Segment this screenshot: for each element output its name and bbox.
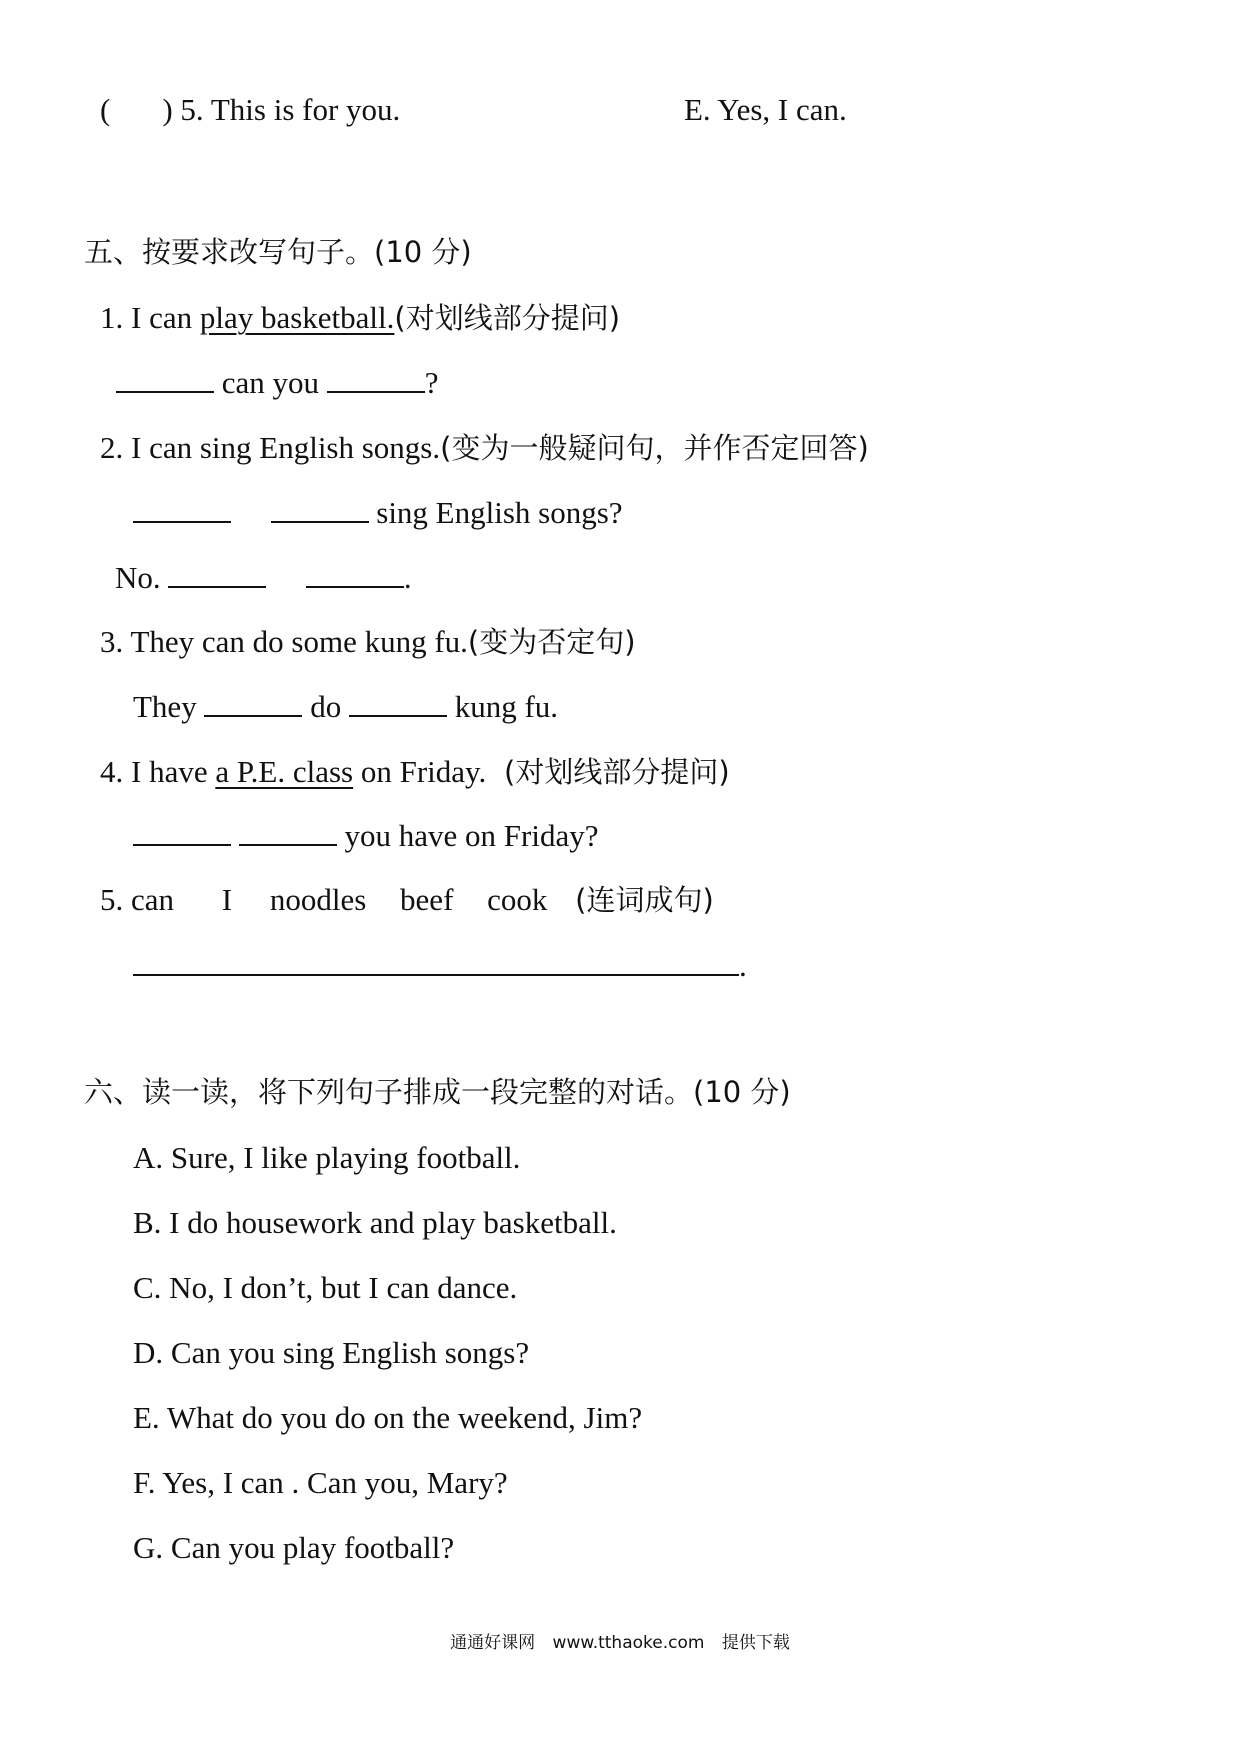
s6-option-g: G. Can you play football? [133, 1530, 455, 1565]
s6-option-a: A. Sure, I like playing football. [133, 1140, 521, 1175]
s5-q3 [100, 622, 636, 662]
q4-item5-row [100, 90, 400, 130]
s5-q5-word: beef [400, 882, 454, 917]
s5-q3-instruction: (变为否定句) [467, 625, 636, 659]
s5-q1-answer-end: ? [424, 365, 439, 400]
s5-q4 [100, 752, 730, 792]
s5-q4-instruction: (对划线部分提问) [504, 755, 730, 789]
s5-q4-prefix: 4. I have [100, 754, 208, 789]
s5-q2-reply [115, 558, 412, 598]
s5-q2-text: 2. I can sing English songs. [100, 430, 441, 465]
answer-blank[interactable] [306, 560, 404, 588]
footer-url-link[interactable]: www.tthaoke.com [552, 1633, 705, 1653]
s5-q3-text: 3. They can do some kung fu. [100, 624, 468, 659]
answer-paren-open: ( [100, 92, 111, 127]
s5-q1-prefix: 1. I can [100, 300, 193, 335]
s5-q5-word: cook [487, 882, 548, 917]
s5-q3-answer-end: kung fu. [454, 689, 559, 724]
s5-q3-answer-middle: do [310, 689, 342, 724]
s6-option-d: D. Can you sing English songs? [133, 1335, 530, 1370]
s5-q5 [100, 880, 714, 920]
answer-blank-long[interactable] [133, 948, 739, 976]
s5-q1-instruction: (对划线部分提问) [394, 301, 621, 335]
s5-q4-answer-end: you have on Friday? [344, 818, 599, 853]
answer-paren-close: ) [162, 92, 173, 127]
s5-q4-suffix: on Friday. [360, 754, 487, 789]
s5-q2 [100, 428, 869, 468]
section6-title: 六、读一读，将下列句子排成一段完整的对话。(10 分) [84, 1075, 791, 1109]
s6-option-b: B. I do housework and play basketball. [133, 1205, 617, 1240]
s5-q5-word: noodles [269, 882, 367, 917]
answer-blank[interactable] [204, 689, 302, 717]
q4-option-e: E. Yes, I can. [684, 92, 847, 127]
s5-q5-answer [133, 946, 747, 986]
s5-q2-answer [133, 493, 623, 533]
footer-site-name: 通通好课网 [450, 1633, 536, 1653]
s5-q2-answer-end: sing English songs? [376, 495, 623, 530]
q4-item5-text: 5. This is for you. [180, 92, 401, 127]
s5-q1 [100, 298, 620, 338]
s5-q4-answer [133, 816, 598, 856]
answer-blank[interactable] [133, 495, 231, 523]
s5-q2-reply-end: . [403, 560, 412, 595]
s5-q5-instruction: (连词成句) [575, 883, 714, 917]
answer-blank[interactable] [133, 818, 231, 846]
footer-action: 提供下载 [721, 1633, 790, 1653]
answer-blank[interactable] [271, 495, 369, 523]
s5-q5-answer-end: . [739, 948, 747, 983]
s5-q1-underlined: play basketball. [199, 300, 395, 335]
answer-blank[interactable] [116, 365, 214, 393]
page-footer [0, 1628, 1240, 1653]
s5-q2-reply-prefix: No. [115, 560, 161, 595]
answer-blank[interactable] [349, 689, 447, 717]
s5-q2-instruction: (变为一般疑问句，并作否定回答) [440, 431, 869, 465]
s6-option-f: F. Yes, I can . Can you, Mary? [133, 1465, 508, 1500]
s5-q1-answer [116, 363, 439, 403]
s5-q3-answer-start: They [133, 689, 197, 724]
s5-q5-word: can [131, 882, 175, 917]
s5-q4-underlined: a P.E. class [215, 754, 354, 789]
answer-blank[interactable] [327, 365, 425, 393]
s5-q5-number: 5. [100, 882, 124, 917]
s6-option-e: E. What do you do on the weekend, Jim? [133, 1400, 643, 1435]
s6-option-c: C. No, I don’t, but I can dance. [133, 1270, 518, 1305]
answer-blank[interactable] [239, 818, 337, 846]
s5-q1-answer-middle: can you [221, 365, 320, 400]
section5-title: 五、按要求改写句子。(10 分) [84, 235, 472, 269]
s5-q3-answer [133, 687, 558, 727]
answer-blank[interactable] [168, 560, 266, 588]
s5-q5-word: I [221, 882, 233, 917]
